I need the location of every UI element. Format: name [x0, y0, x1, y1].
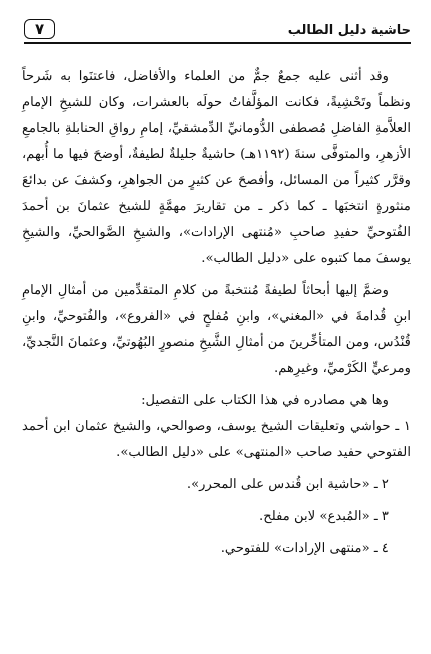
- page-number: ٧: [24, 19, 55, 39]
- source-item-1: ١ ـ حواشي وتعليقات الشيخ يوسف، وصوالحي، والشيخ عثمان ابن أحمد الفتوحي حفيد صاحب «المنتهى» على «دليل الطالب».: [22, 419, 411, 460]
- source-item-4: ٤ ـ «منتهى الإرادات» للفتوحي.: [220, 541, 389, 556]
- page-header: [24, 12, 411, 44]
- paragraph-additions: وضمَّ إليها أبحاثاً لطيفةً مُنتخبةً من كلامِ المتقدِّمين من أمثالِ الإمامِ ابنِ قُدامةَ في «المغني»، وابنِ مُفلحٍ في «الفروع»، والفُتوحيِّ، وابنِ قُنْدُس، ومن المتأخِّرينَ من أمثالِ الشَّيخِ منصورٍ البُهُوتيِّ، وعثمانَ النَّجديِّ، ومرعيٍّ الكَرْميِّ، وغيرِهم.: [22, 283, 411, 376]
- paragraph-intro: وقد أثنى عليه جمعٌ جمٌّ من العلماء والأفاضل، فاعتنَوا به شَرحاً ونظماً وتَحْشِيةً، فكانت المؤلَّفاتُ حولَه بالعشرات، وكان للشيخِ الإمامِ العلاَّمةِ الفاضلِ مُصطفى الدُّومانيِّ الدِّمشقيِّ، إمامِ رواقِ الحنابلةِ بالجامعِ الأزهرِ، والمتوفَّى سنةَ (١١٩٢هـ) حاشيةٌ جليلةٌ لطيفةٌ، أوضحَ فيها ما أُبهم، وقرَّر كثيراً من المسائل، وأفصحَ عن كثيرٍ من الجواهرِ، وكشفَ عن بدائعَ منثورةٍ انتخبَها ـ كما ذكر ـ من تقاريرَ مهمَّةٍ للشيخ عثمانَ بن أحمدَ الفُتوحيِّ حفيدِ صاحبِ «مُنتهى الإرادات»، والشيخِ الصَّوالحيِّ، والشيخِ يوسفَ مما كتبوه على «دليل الطالب».: [22, 69, 411, 266]
- source-item-3: ٣ ـ «المُبدع» لابن مفلح.: [259, 509, 389, 524]
- source-item-2: ٢ ـ «حاشية ابن قُندس على المحرر».: [186, 477, 389, 492]
- paragraph-sources-heading: وها هي مصادره في هذا الكتاب على التفصيل:: [141, 393, 389, 408]
- page-body: [22, 64, 411, 562]
- running-title: حاشية دليل الطالب: [287, 23, 411, 38]
